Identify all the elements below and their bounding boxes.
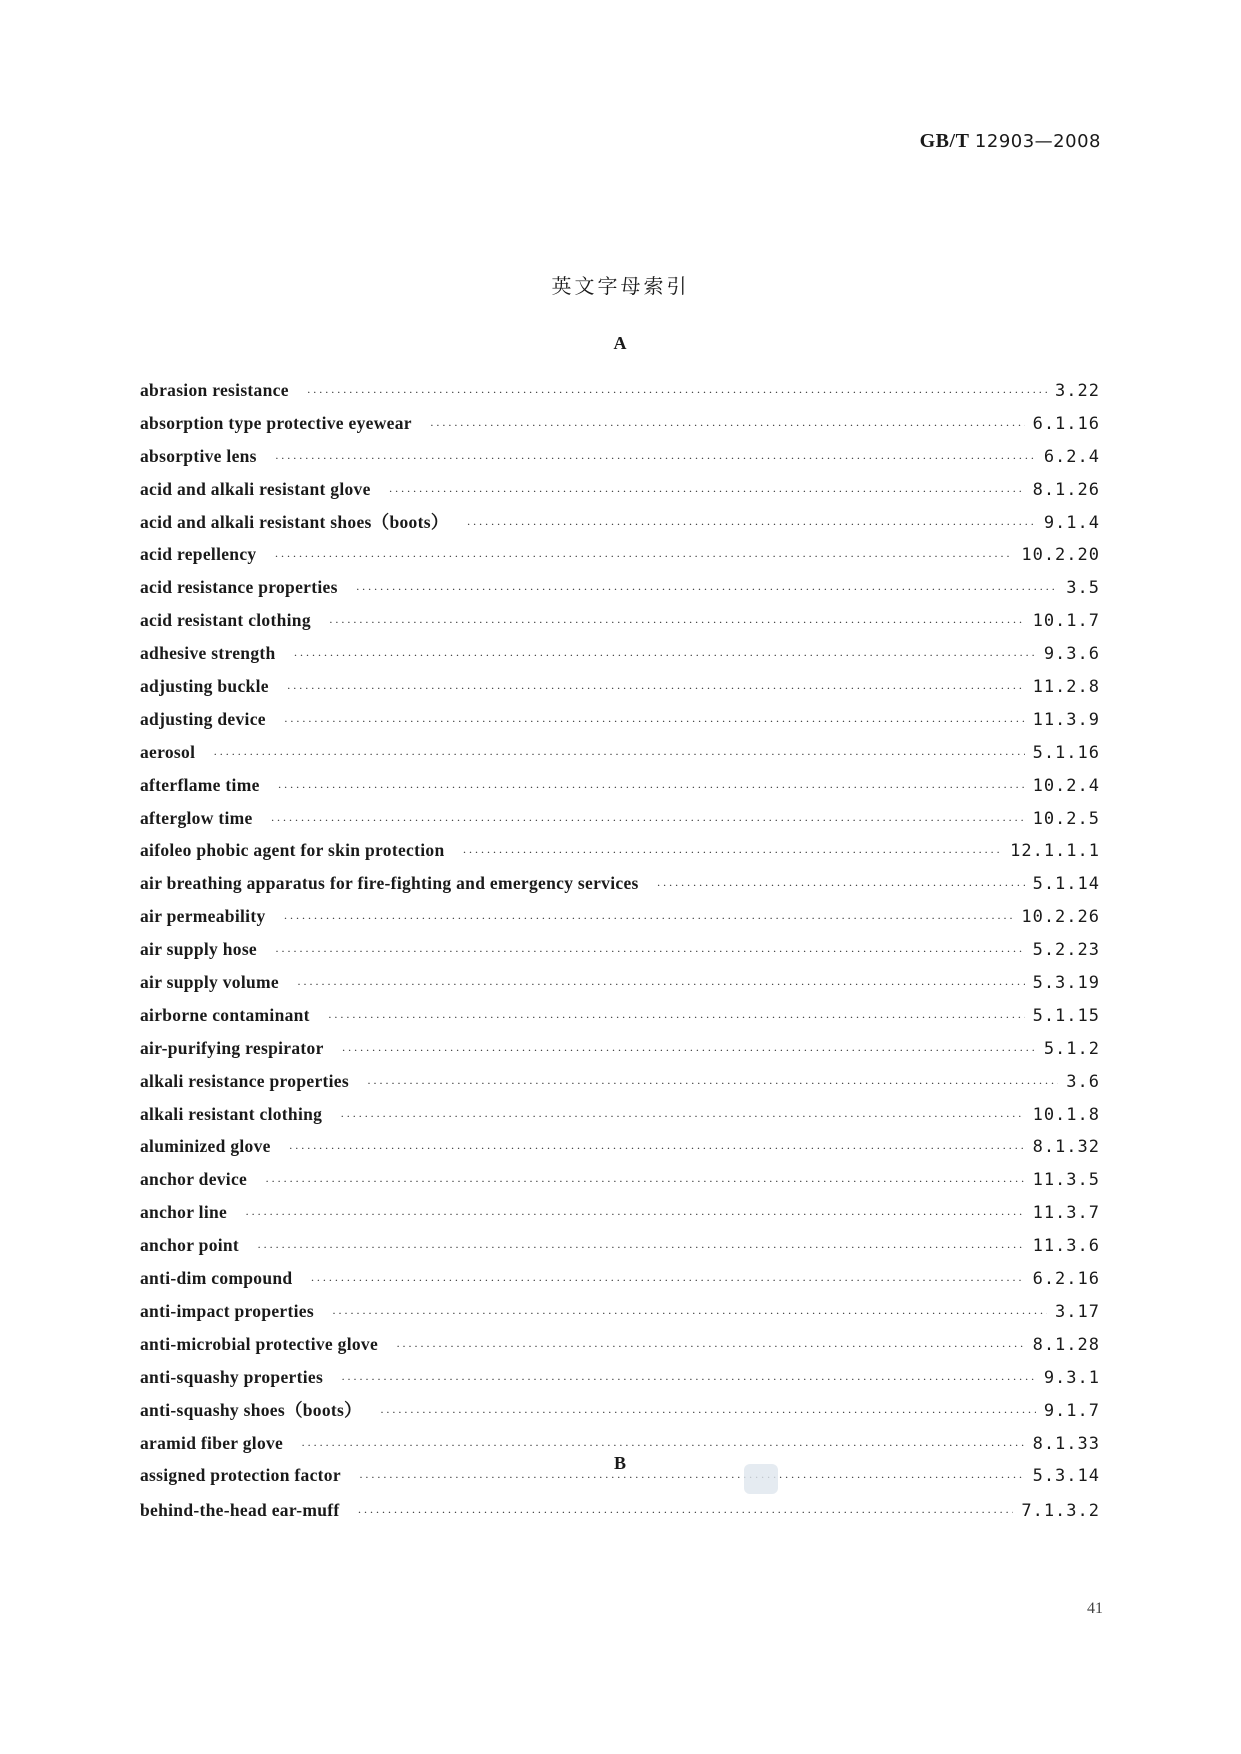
index-entry <box>140 571 1100 604</box>
dot-leader <box>257 1231 1025 1264</box>
dot-leader <box>307 376 1047 409</box>
index-entry <box>140 1196 1100 1229</box>
index-ref: 9.3.6 <box>1043 644 1100 665</box>
dot-leader <box>396 1330 1025 1363</box>
dot-leader <box>657 869 1025 902</box>
index-term: aerosol <box>140 741 196 762</box>
index-entry <box>140 736 1100 769</box>
index-entry <box>140 473 1100 506</box>
index-entry <box>140 440 1100 473</box>
index-section-b <box>140 1450 1100 1527</box>
dot-leader <box>287 672 1025 705</box>
index-ref: 10.1.7 <box>1032 611 1100 632</box>
section-letter: B <box>613 1453 626 1473</box>
index-term: anti-squashy properties <box>140 1366 324 1387</box>
dot-leader <box>328 1001 1025 1034</box>
index-entry <box>140 1130 1100 1163</box>
index-ref: 3.22 <box>1055 381 1100 401</box>
index-term: anchor line <box>140 1202 228 1223</box>
index-ref: 3.17 <box>1055 1301 1100 1322</box>
index-term: airborne contaminant <box>140 1004 310 1025</box>
index-term: air permeability <box>140 906 266 927</box>
index-term: absorption type protective eyewear <box>140 412 412 433</box>
dot-leader <box>275 442 1036 475</box>
page-title: 英文字母索引 <box>551 274 690 298</box>
index-term: anchor point <box>140 1235 240 1256</box>
index-term: adjusting buckle <box>140 676 269 697</box>
dot-leader <box>289 1132 1025 1165</box>
dot-leader <box>294 639 1036 672</box>
index-entry <box>140 1328 1100 1361</box>
index-ref: 9.1.7 <box>1043 1400 1100 1421</box>
dot-leader <box>275 935 1025 968</box>
index-term: anti-impact properties <box>140 1300 314 1321</box>
index-entry <box>140 966 1100 999</box>
index-ref: 7.1.3.2 <box>1021 1501 1100 1521</box>
index-ref: 6.2.16 <box>1032 1269 1100 1290</box>
index-ref: 6.1.16 <box>1032 413 1100 434</box>
index-entry <box>140 867 1100 900</box>
index-term: air-purifying respirator <box>140 1037 324 1058</box>
dot-leader <box>332 1297 1047 1330</box>
index-term: anti-dim compound <box>140 1268 293 1289</box>
index-entry <box>140 1494 1100 1527</box>
index-term: anchor device <box>140 1169 248 1190</box>
index-ref: 10.2.4 <box>1032 775 1100 796</box>
index-ref: 8.1.32 <box>1032 1137 1100 1158</box>
index-ref: 9.1.4 <box>1043 512 1100 533</box>
dot-leader <box>356 573 1059 606</box>
index-term: aluminized glove <box>140 1136 271 1157</box>
index-term: aramid fiber glove <box>140 1432 284 1453</box>
index-ref: 11.3.9 <box>1032 709 1100 730</box>
dot-leader <box>297 968 1025 1001</box>
index-ref: 10.1.8 <box>1032 1104 1100 1125</box>
dot-leader <box>271 804 1025 837</box>
index-term: alkali resistant clothing <box>140 1103 323 1124</box>
index-entry <box>140 637 1100 670</box>
index-entry <box>140 670 1100 703</box>
index-term: anti-squashy shoes（boots） <box>140 1399 362 1420</box>
index-term: acid repellency <box>140 544 257 565</box>
dot-leader <box>340 1100 1024 1133</box>
index-ref: 10.2.26 <box>1021 907 1100 928</box>
index-term: aifoleo phobic agent for skin protection <box>140 840 445 861</box>
index-ref: 5.3.14 <box>1032 1466 1100 1487</box>
index-entry <box>140 999 1100 1032</box>
dot-leader <box>310 1264 1024 1297</box>
index-term: acid resistance properties <box>140 577 338 598</box>
index-entry <box>140 374 1100 407</box>
index-ref: 5.1.16 <box>1032 742 1100 763</box>
index-entry <box>140 604 1100 637</box>
index-ref: 8.1.28 <box>1032 1334 1100 1355</box>
index-entry <box>140 1032 1100 1065</box>
index-term: abrasion resistance <box>140 380 289 400</box>
index-ref: 6.2.4 <box>1043 446 1100 467</box>
index-ref: 8.1.26 <box>1032 479 1100 500</box>
index-entry <box>140 1065 1100 1098</box>
index-entry <box>140 1394 1100 1427</box>
index-entry <box>140 1229 1100 1262</box>
index-entry <box>140 802 1100 835</box>
dot-leader <box>462 836 1002 869</box>
dot-leader <box>245 1198 1024 1231</box>
dot-leader <box>213 738 1024 771</box>
dot-leader <box>265 1165 1024 1198</box>
dot-leader <box>341 1363 1036 1396</box>
section-letter: A <box>613 333 627 353</box>
index-term: behind-the-head ear-muff <box>140 1500 340 1520</box>
index-entry <box>140 900 1100 933</box>
index-term: afterflame time <box>140 774 260 795</box>
index-term: alkali resistance properties <box>140 1070 349 1091</box>
standard-number: 12903—2008 <box>974 131 1101 152</box>
index-term: adjusting device <box>140 708 266 729</box>
index-ref: 3.5 <box>1066 578 1100 599</box>
dot-leader <box>278 771 1025 804</box>
index-ref: 11.2.8 <box>1032 677 1100 698</box>
standard-code <box>920 130 1101 153</box>
index-entry <box>140 1262 1100 1295</box>
index-entry <box>140 1295 1100 1328</box>
index-ref: 10.2.20 <box>1021 545 1100 566</box>
index-ref: 5.1.15 <box>1032 1005 1100 1026</box>
standard-prefix: GB/T <box>919 130 970 152</box>
dot-leader <box>430 409 1025 442</box>
index-term: air breathing apparatus for fire-fighting and emergency services <box>140 873 639 894</box>
page-number: 41 <box>1087 1600 1103 1617</box>
dot-leader <box>380 1396 1036 1429</box>
index-ref: 5.1.14 <box>1032 874 1100 895</box>
index-ref: 11.3.6 <box>1032 1236 1100 1257</box>
dot-leader <box>389 475 1025 508</box>
index-entry <box>140 1361 1100 1394</box>
index-entry <box>140 538 1100 571</box>
index-ref: 10.2.5 <box>1032 808 1100 829</box>
dot-leader <box>329 606 1025 639</box>
index-ref: 9.3.1 <box>1043 1367 1100 1388</box>
index-ref: 12.1.1.1 <box>1010 841 1100 862</box>
index-term: acid and alkali resistant shoes（boots） <box>140 511 449 532</box>
watermark-logo <box>744 1464 778 1494</box>
index-entry <box>140 407 1100 440</box>
index-term: absorptive lens <box>140 445 257 466</box>
index-term: adhesive strength <box>140 643 276 664</box>
index-term: acid and alkali resistant glove <box>140 478 371 499</box>
index-entry <box>140 834 1100 867</box>
index-ref: 5.1.2 <box>1043 1038 1100 1059</box>
index-entry <box>140 933 1100 966</box>
index-entry <box>140 769 1100 802</box>
index-ref: 8.1.33 <box>1032 1433 1100 1454</box>
index-entry <box>140 703 1100 736</box>
dot-leader <box>467 508 1036 541</box>
index-term: acid resistant clothing <box>140 610 311 631</box>
index-term: air supply volume <box>140 972 279 993</box>
index-entry <box>140 1098 1100 1131</box>
index-ref: 3.6 <box>1066 1071 1100 1092</box>
index-term: afterglow time <box>140 807 253 828</box>
index-term: air supply hose <box>140 939 257 960</box>
index-ref: 5.2.23 <box>1032 940 1100 961</box>
dot-leader <box>358 1496 1014 1529</box>
index-ref: 11.3.5 <box>1032 1170 1100 1191</box>
index-entry <box>140 1163 1100 1196</box>
index-ref: 5.3.19 <box>1032 973 1100 994</box>
index-term: anti-microbial protective glove <box>140 1333 379 1354</box>
dot-leader <box>342 1034 1036 1067</box>
dot-leader <box>284 705 1025 738</box>
dot-leader <box>274 540 1013 573</box>
dot-leader <box>284 902 1014 935</box>
index-section-a <box>140 330 1100 1492</box>
dot-leader <box>367 1067 1058 1100</box>
index-entry <box>140 506 1100 539</box>
index-ref: 11.3.7 <box>1032 1203 1100 1224</box>
index-term: assigned protection factor <box>140 1465 341 1486</box>
